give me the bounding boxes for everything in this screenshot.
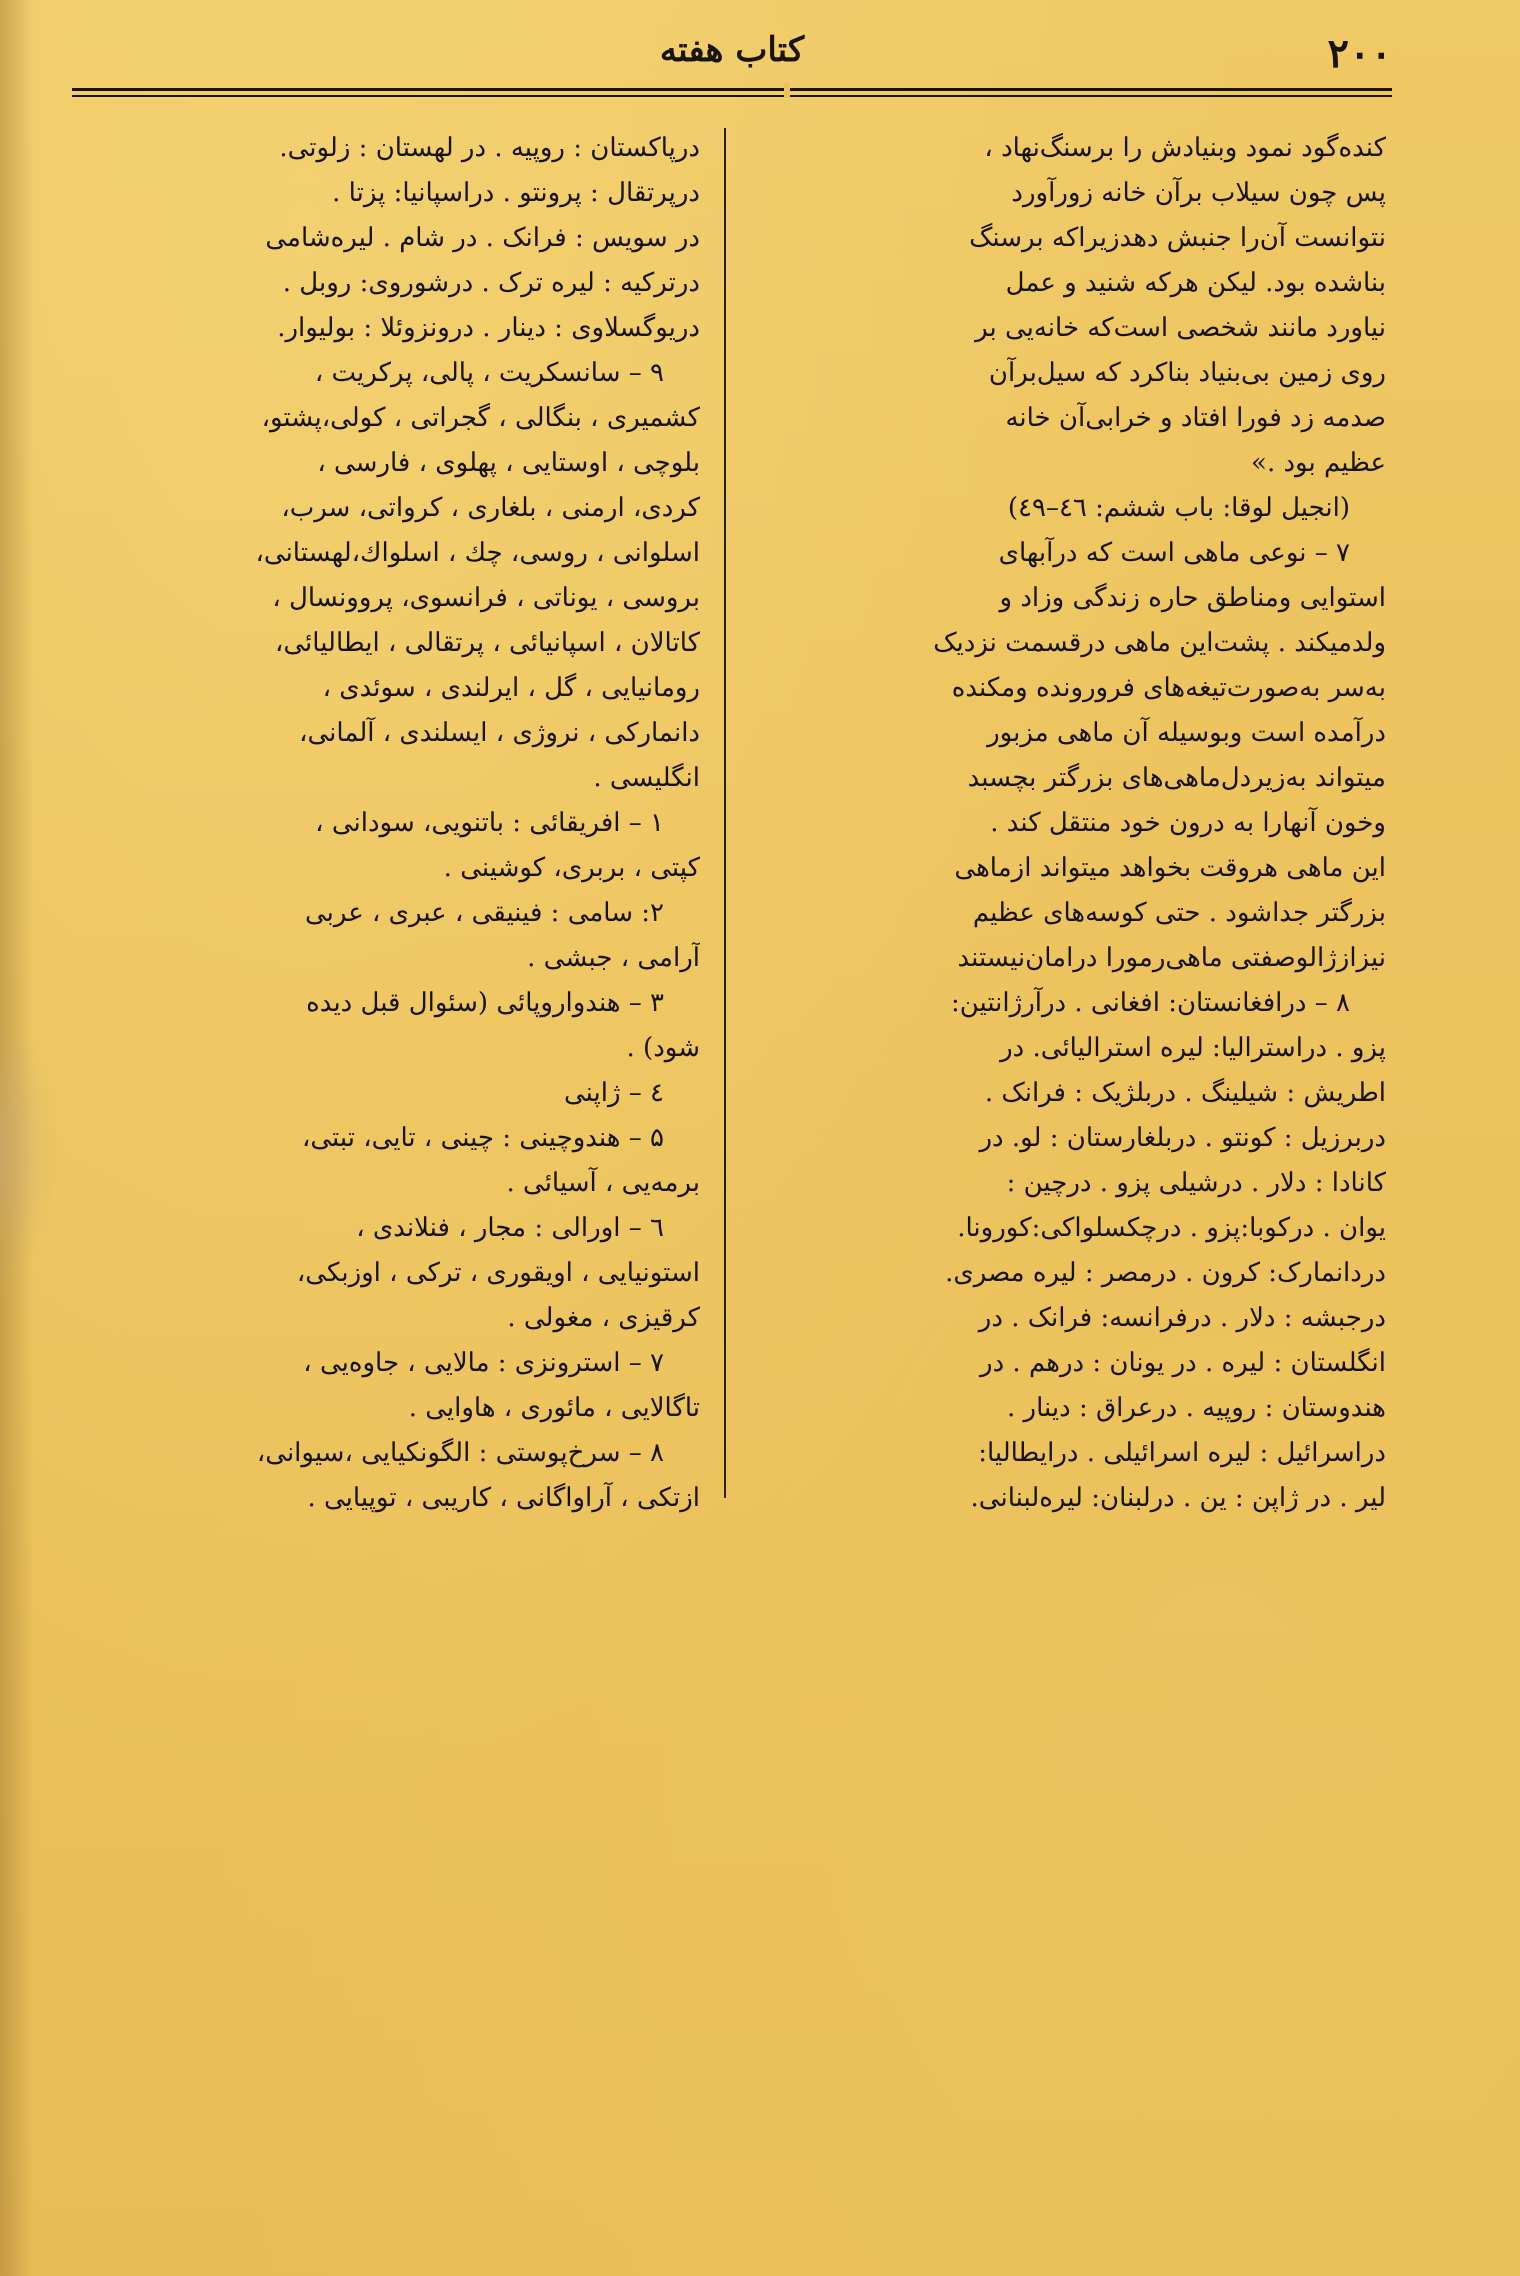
text-line: کاتالان ، اسپانیائی ، پرتقالی ، ایطالیائی، [274, 628, 700, 658]
left-column [72, 126, 700, 1521]
text-line: دردانمارک: کرون . درمصر : لیره مصری. [945, 1258, 1386, 1288]
text-line: در سویس : فرانک . در شام . لیره‌شامی [265, 223, 700, 253]
text-line: ولدمیکند . پشت‌این ماهی درقسمت نزدیک [933, 628, 1386, 658]
text-line: استوایی ومناطق حاره زندگی وزاد و [999, 583, 1386, 613]
right-column [766, 126, 1386, 1521]
text-line: ۸ – سرخ‌پوستی : الگونکیایی ،سیوانی، [256, 1438, 664, 1468]
text-line: یوان . درکوبا:پزو . درچکسلواکی:کورونا. [957, 1213, 1386, 1243]
text-line: نیزازژالوصفتی ماهی‌رمورا درامان‌نیستند [957, 943, 1386, 973]
text-line: این ماهی هروقت بخواهد میتواند ازماهی [954, 853, 1386, 883]
header-rule-top [72, 88, 1392, 91]
text-line: ۸ – درافغانستان: افغانی . درآرژانتین: [950, 988, 1350, 1018]
text-line: کانادا : دلار . درشیلی پزو . درچین : [1006, 1168, 1386, 1198]
text-line: دربرزیل : کونتو . دربلغارستان : لو. در [979, 1123, 1386, 1153]
text-line: کرقیزی ، مغولی . [507, 1303, 700, 1333]
text-line: ۷ – استرونزی : مالایی ، جاوه‌یی ، [303, 1348, 664, 1378]
text-line: پزو . دراسترالیا: لیره استرالیائی. در [1000, 1033, 1386, 1063]
text-line: دراسرائیل : لیره اسرائیلی . درایطالیا: [978, 1438, 1386, 1468]
text-line: بناشده بود. لیکن هرکه شنید و عمل [1005, 268, 1386, 298]
text-line: کپتی ، بربری، کوشینی . [443, 853, 700, 883]
text-line: ٤ – ژاپنی [563, 1078, 664, 1108]
text-line: دریوگسلاوی : دینار . درونزوئلا : بولیوار. [277, 313, 700, 343]
text-line: تاگالایی ، مائوری ، هاوایی . [408, 1393, 700, 1423]
text-line: اطریش : شیلینگ . دربلژیک : فرانک . [984, 1078, 1386, 1108]
text-line: استونیایی ، اویقوری ، ترکی ، اوزبکی، [296, 1258, 700, 1288]
text-line: میتواند به‌زیردل‌ماهی‌های بزرگتر بچسبد [967, 763, 1386, 793]
text-line: اسلوانی ، روسی، چك ، اسلواك،لهستانی، [255, 538, 700, 568]
text-line: نیاورد مانند شخصی است‌که خانه‌یی بر [975, 313, 1386, 343]
text-line: به‌سر به‌صورت‌تیغه‌های فرورونده ومکنده [951, 673, 1386, 703]
text-line: دانمارکی ، نروژی ، ایسلندی ، آلمانی، [299, 718, 700, 748]
text-line: روی زمین بی‌بنیاد بناکرد که سیل‌برآن [988, 358, 1386, 388]
text-line: ۹ – سانسکریت ، پالی، پرکریت ، [314, 358, 664, 388]
text-line: ۷ – نوعی ماهی است که درآبهای [998, 538, 1350, 568]
text-line: لیر . در ژاپن : ین . درلبنان: لیره‌لبنانی. [970, 1483, 1386, 1513]
text-line: برمه‌یی ، آسیائی . [506, 1168, 700, 1198]
column-divider [724, 128, 726, 1498]
text-line: درآمده است وبوسیله آن ماهی مزبور [987, 718, 1386, 748]
text-line: صدمه زد فورا افتاد و خرابی‌آن خانه [1005, 403, 1386, 433]
paper-stain [0, 1010, 60, 1290]
header-rule-bottom [72, 95, 1392, 97]
text-line: ۲: سامی : فینیقی ، عبری ، عربی [304, 898, 664, 928]
text-line: کنده‌گود نمود وبنیادش را برسنگ‌نهاد ، [984, 133, 1386, 163]
page-number: ۲۰۰ [1327, 30, 1392, 77]
text-line: شود) . [626, 1033, 700, 1063]
text-line: کشمیری ، بنگالی ، گجراتی ، کولی،پشتو، [261, 403, 700, 433]
header-rule [72, 88, 1392, 98]
text-line: آرامی ، جبشی . [527, 943, 700, 973]
text-line: درپاکستان : روپیه . در لهستان : زلوتی. [279, 133, 700, 163]
text-line: نتوانست آن‌را جنبش دهدزیراکه برسنگ [969, 223, 1386, 253]
text-line: پس چون سیلاب برآن خانه زورآورد [1011, 178, 1386, 208]
page-header [72, 30, 1392, 84]
text-line: ازتکی ، آراواگانی ، کاریبی ، توپیایی . [307, 1483, 700, 1513]
text-line: عظیم بود .» [1251, 448, 1386, 478]
citation-line: (انجیل لوقا: باب ششم: ٤٦–٤٩) [1007, 493, 1350, 523]
text-line: کردی، ارمنی ، بلغاری ، کرواتی، سرب، [281, 493, 700, 523]
text-line: ۱ – افریقائی : باتنویی، سودانی ، [315, 808, 664, 838]
text-line: بروسی ، یوناتی ، فرانسوی، پروونسال ، [272, 583, 700, 613]
text-line: هندوستان : روپیه . درعراق : دینار . [1007, 1393, 1386, 1423]
text-line: انگلستان : لیره . در یونان : درهم . در [980, 1348, 1386, 1378]
text-line: ۳ – هندواروپائی (سئوال قبل دیده [306, 988, 664, 1018]
text-line: درترکیه : لیره ترک . درشوروی: روبل . [282, 268, 700, 298]
running-title: کتاب هفته [659, 30, 805, 70]
text-line: وخون آنهارا به درون خود منتقل کند . [990, 808, 1386, 838]
text-line: ۵ – هندوچینی : چینی ، تایی، تبتی، [301, 1123, 664, 1153]
text-line: ٦ – اورالی : مجار ، فنلاندی ، [356, 1213, 664, 1243]
text-line: بلوچی ، اوستایی ، پهلوی ، فارسی ، [317, 448, 700, 478]
header-rule-gap [784, 82, 790, 98]
text-line: درپرتقال : پرونتو . دراسپانیا: پزتا . [332, 178, 700, 208]
text-line: درجبشه : دلار . درفرانسه: فرانک . در [978, 1303, 1386, 1333]
text-line: انگلیسی . [593, 763, 700, 793]
text-line: رومانیایی ، گل ، ایرلندی ، سوئدی ، [322, 673, 700, 703]
text-line: بزرگتر جداشود . حتی کوسه‌های عظیم [972, 898, 1386, 928]
